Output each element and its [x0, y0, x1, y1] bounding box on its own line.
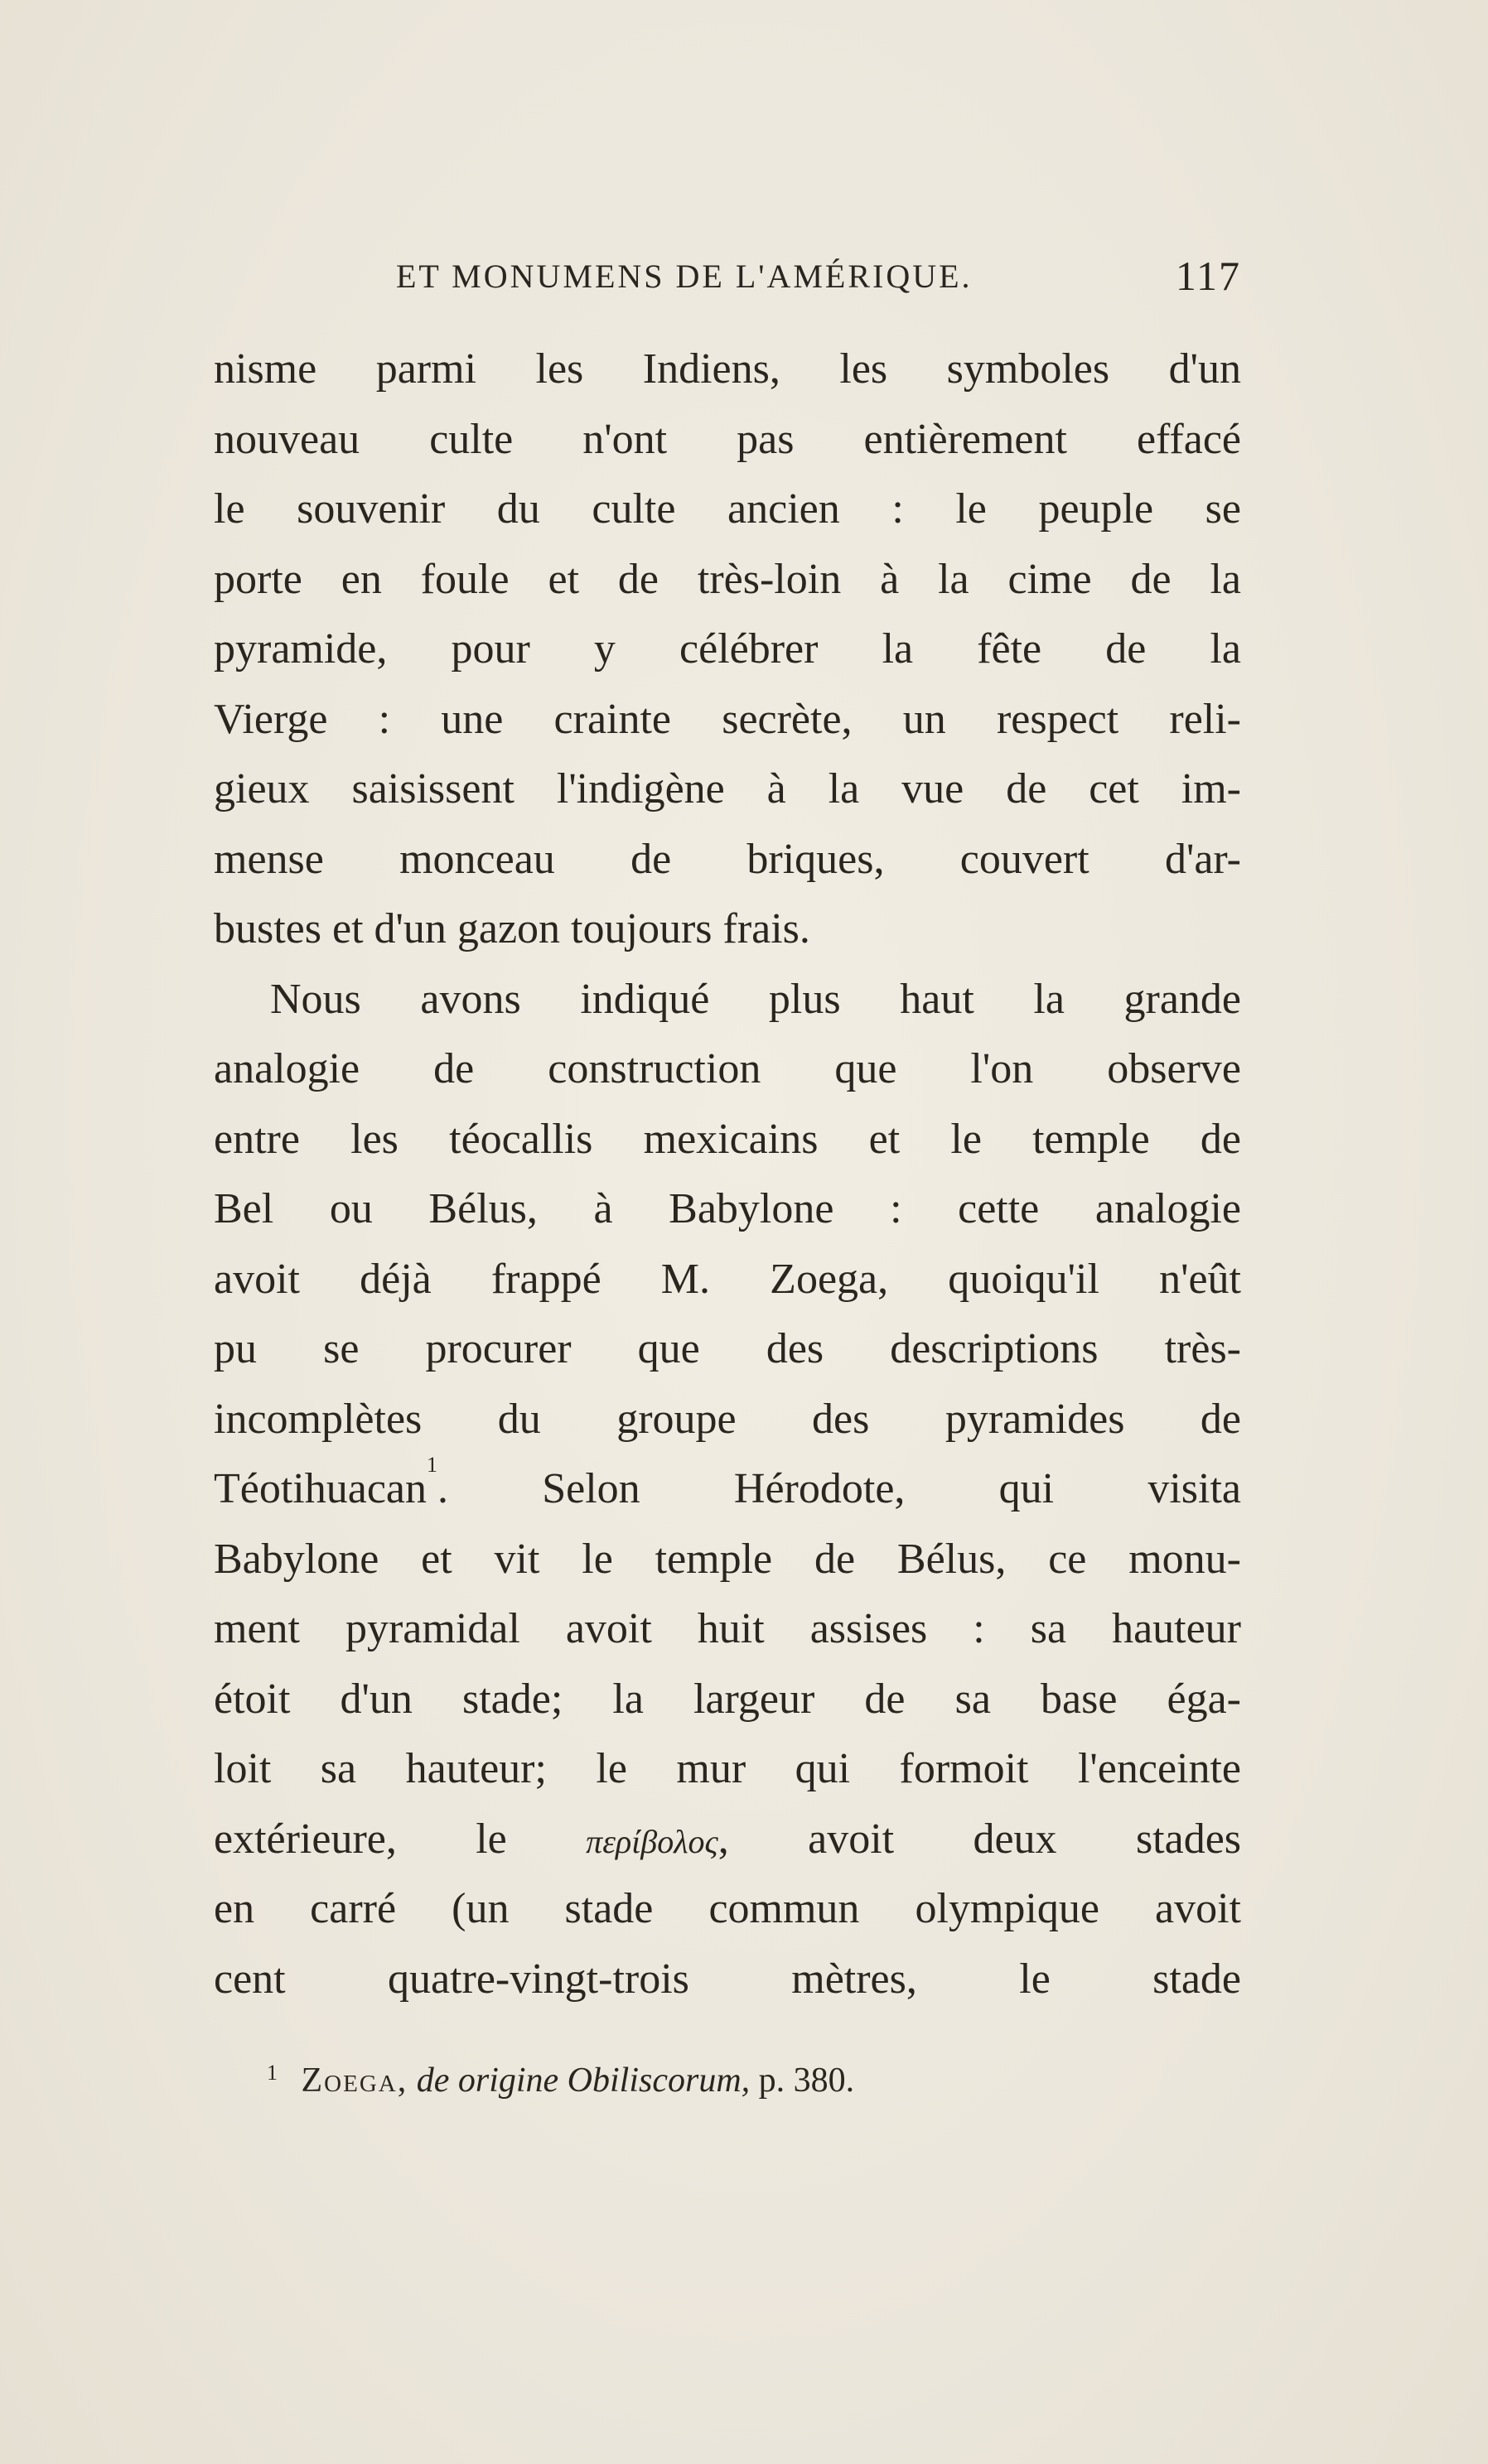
- running-title: ET MONUMENS DE L'AMÉRIQUE.: [396, 258, 973, 295]
- text-line: cent quatre-vingt-trois mètres, le stade: [214, 1955, 1241, 2003]
- text-segment: . Selon Hérodote, qui visita: [437, 1465, 1241, 1512]
- footnote-mark: 1: [267, 2061, 278, 2085]
- text-line: avoit déjà frappé M. Zoega, quoiqu'il n'eût: [214, 1255, 1241, 1303]
- footnote-author: Zoega,: [301, 2061, 408, 2100]
- text-segment: Téotihuacan: [214, 1465, 427, 1512]
- text-segment: extérieure, le: [214, 1815, 507, 1863]
- text-line: entre les téocallis mexicains et le temple de: [214, 1115, 1241, 1163]
- text-line: en carré (un stade commun olympique avoit: [214, 1885, 1241, 1932]
- text-line: bustes et d'un gazon toujours frais.: [214, 905, 810, 952]
- text-line: incomplètes du groupe des pyramides de: [214, 1395, 1241, 1443]
- footnote-reference: 1: [426, 1454, 437, 1477]
- text-line: étoit d'un stade; la largeur de sa base éga-: [214, 1675, 1241, 1723]
- text-line: analogie de construction que l'on observe: [214, 1045, 1241, 1092]
- text-segment: , avoit deux stades: [717, 1815, 1241, 1863]
- page-number: 117: [1175, 253, 1241, 299]
- text-line: Babylone et vit le temple de Bélus, ce monu-: [214, 1535, 1241, 1583]
- text-line: pyramide, pour y célébrer la fête de la: [214, 625, 1241, 673]
- text-line: pu se procurer que des descriptions très-: [214, 1325, 1241, 1372]
- text-line: Bel ou Bélus, à Babylone : cette analogie: [214, 1185, 1241, 1232]
- text-line-with-footnote-ref: [214, 1454, 1241, 1525]
- text-line: gieux saisissent l'indigène à la vue de cet im-: [214, 765, 1241, 812]
- greek-word: περίβολος: [586, 1822, 718, 1860]
- footnote-title: de origine Obiliscorum,: [416, 2061, 751, 2100]
- text-line: nouveau culte n'ont pas entièrement effacé: [214, 415, 1241, 463]
- text-line: nisme parmi les Indiens, les symboles d'un: [214, 345, 1241, 393]
- text-line: le souvenir du culte ancien : le peuple se: [214, 485, 1241, 533]
- text-line: loit sa hauteur; le mur qui formoit l'enceinte: [214, 1745, 1241, 1792]
- footnote-page-ref: p. 380.: [758, 2061, 855, 2100]
- text-line: ment pyramidal avoit huit assises : sa hauteur: [214, 1605, 1241, 1652]
- text-line: mense monceau de briques, couvert d'ar-: [214, 835, 1241, 883]
- footnote: [267, 2061, 854, 2100]
- text-line: porte en foule et de très-loin à la cime de la: [214, 555, 1241, 603]
- text-line: Vierge : une crainte secrète, un respect reli-: [214, 695, 1241, 743]
- page-header: [396, 253, 1241, 306]
- text-line-with-greek: [214, 1805, 1241, 1875]
- body-text: [214, 335, 1241, 2014]
- paragraph-start-line: Nous avons indiqué plus haut la grande: [270, 975, 1241, 1023]
